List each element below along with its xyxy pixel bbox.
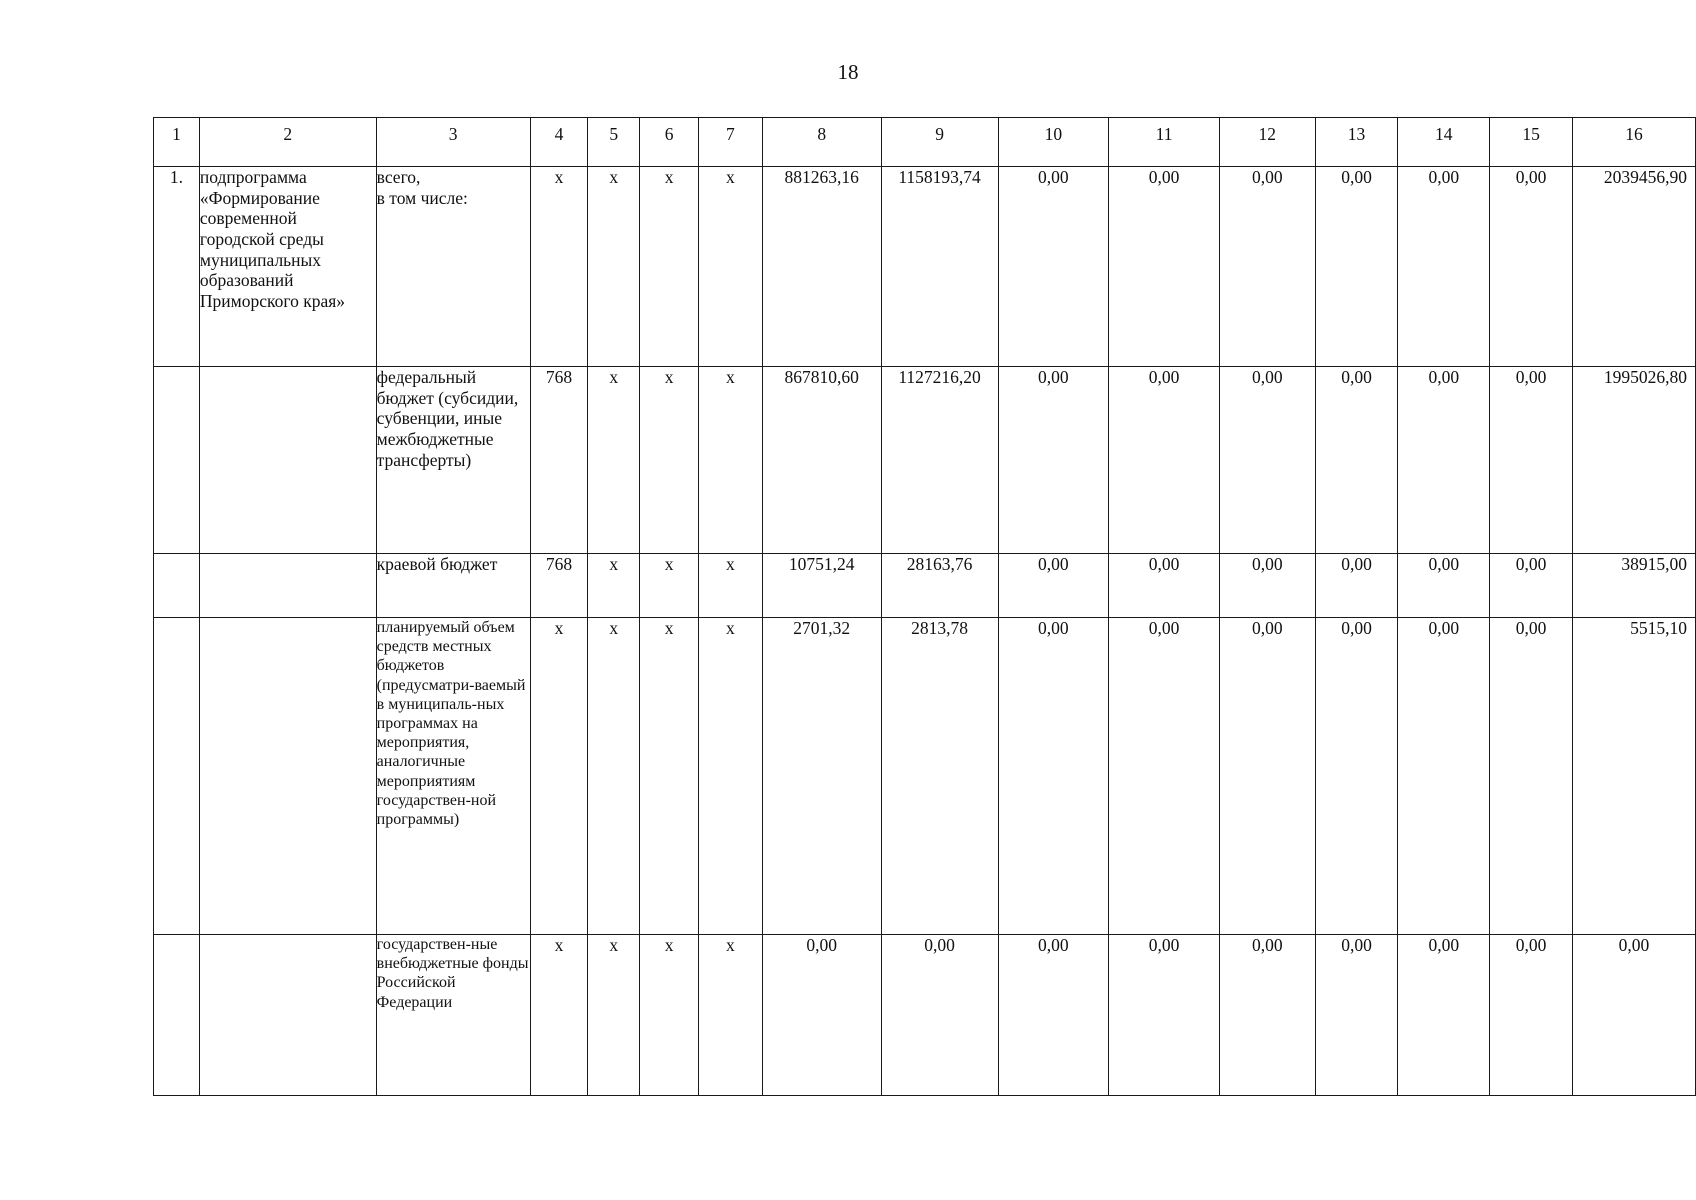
table-cell-total: 2039456,90: [1572, 167, 1695, 367]
table-cell: 0,00: [1398, 618, 1490, 935]
table-cell: х: [640, 367, 699, 554]
subprogram-name: подпрограмма «Формирование современной городской среды муниципальных образований Приморского края»: [199, 167, 376, 367]
table-cell: 28163,76: [881, 554, 998, 618]
table-cell-total: 38915,00: [1572, 554, 1695, 618]
table-cell: 0,00: [1109, 935, 1220, 1096]
subprogram-name: [199, 935, 376, 1096]
table-cell: 881263,16: [762, 167, 881, 367]
table-cell: 0,00: [998, 167, 1109, 367]
row-number: [154, 618, 200, 935]
budget-table: [153, 117, 1696, 1096]
table-cell: 0,00: [1490, 618, 1573, 935]
table-cell: х: [588, 618, 640, 935]
row-number: [154, 935, 200, 1096]
column-header: 4: [530, 118, 588, 167]
table-cell-total: 0,00: [1572, 935, 1695, 1096]
subprogram-name: [199, 618, 376, 935]
column-header: 9: [881, 118, 998, 167]
table-cell: 0,00: [1219, 554, 1315, 618]
funding-source: федеральный бюджет (субсидии, субвенции, иные межбюджетные трансферты): [376, 367, 530, 554]
table-cell: х: [699, 935, 763, 1096]
subprogram-name: [199, 367, 376, 554]
column-header: 1: [154, 118, 200, 167]
table-cell: 1127216,20: [881, 367, 998, 554]
table-cell: 0,00: [1398, 167, 1490, 367]
table-cell: 0,00: [1398, 367, 1490, 554]
table-cell: 0,00: [1490, 554, 1573, 618]
table-cell: 0,00: [1109, 618, 1220, 935]
table-cell: 10751,24: [762, 554, 881, 618]
table-cell: х: [699, 554, 763, 618]
column-header: 6: [640, 118, 699, 167]
column-header: 15: [1490, 118, 1573, 167]
table-cell: х: [640, 618, 699, 935]
table-cell: х: [699, 167, 763, 367]
table-cell: 0,00: [1490, 935, 1573, 1096]
column-header: 16: [1572, 118, 1695, 167]
table-cell: х: [640, 167, 699, 367]
table-cell: х: [640, 935, 699, 1096]
table-cell: х: [588, 554, 640, 618]
table-cell: 2701,32: [762, 618, 881, 935]
table-cell: 0,00: [998, 367, 1109, 554]
row-number: [154, 367, 200, 554]
table-cell: 0,00: [1398, 554, 1490, 618]
column-header: 14: [1398, 118, 1490, 167]
table-cell: 0,00: [881, 935, 998, 1096]
table-cell: х: [530, 167, 588, 367]
table-row-regional: [154, 554, 1696, 618]
table-cell: 0,00: [1109, 167, 1220, 367]
row-number: 1.: [154, 167, 200, 367]
table-cell: 0,00: [1219, 367, 1315, 554]
table-cell: 0,00: [998, 554, 1109, 618]
funding-source: краевой бюджет: [376, 554, 530, 618]
table-cell: 768: [530, 554, 588, 618]
table-cell: 0,00: [1490, 367, 1573, 554]
table-cell: 1158193,74: [881, 167, 998, 367]
column-header: 3: [376, 118, 530, 167]
table-cell: 0,00: [1219, 935, 1315, 1096]
table-cell: х: [699, 618, 763, 935]
column-header: 5: [588, 118, 640, 167]
table-cell-total: 5515,10: [1572, 618, 1695, 935]
table-cell: 0,00: [998, 618, 1109, 935]
column-header: 8: [762, 118, 881, 167]
funding-source: государствен-ные внебюджетные фонды Российской Федерации: [376, 935, 530, 1096]
table-cell-total: 1995026,80: [1572, 367, 1695, 554]
table-cell: 0,00: [1490, 167, 1573, 367]
table-cell: 867810,60: [762, 367, 881, 554]
table-cell: 2813,78: [881, 618, 998, 935]
table-cell: 0,00: [1398, 935, 1490, 1096]
table-cell: 0,00: [1315, 618, 1398, 935]
table-cell: х: [588, 935, 640, 1096]
table-cell: 768: [530, 367, 588, 554]
page-number: 18: [837, 60, 859, 84]
subprogram-name: [199, 554, 376, 618]
table-row-extrabudgetary: [154, 935, 1696, 1096]
header-row: [154, 118, 1696, 167]
table-cell: х: [530, 618, 588, 935]
row-number: [154, 554, 200, 618]
column-header: 7: [699, 118, 763, 167]
table-cell: 0,00: [1219, 618, 1315, 935]
table-cell: х: [530, 935, 588, 1096]
table-cell: 0,00: [1315, 554, 1398, 618]
table-cell: 0,00: [1109, 554, 1220, 618]
table-cell: 0,00: [1219, 167, 1315, 367]
table-cell: 0,00: [1315, 167, 1398, 367]
table-cell: 0,00: [1315, 935, 1398, 1096]
table-cell: 0,00: [1315, 367, 1398, 554]
table-row-local: [154, 618, 1696, 935]
table-cell: х: [640, 554, 699, 618]
table-cell: х: [699, 367, 763, 554]
table-row-federal: [154, 367, 1696, 554]
funding-source: всего, в том числе:: [376, 167, 530, 367]
table-cell: 0,00: [762, 935, 881, 1096]
table-cell: 0,00: [1109, 367, 1220, 554]
table-cell: 0,00: [998, 935, 1109, 1096]
table-cell: х: [588, 367, 640, 554]
column-header: 11: [1109, 118, 1220, 167]
column-header: 2: [199, 118, 376, 167]
funding-source: планируемый объем средств местных бюджетов (предусматри-ваемый в муниципаль-ных программах на мероприятия, аналогичные мероприятиям государствен-ной программы): [376, 618, 530, 935]
table-row-total: [154, 167, 1696, 367]
column-header: 10: [998, 118, 1109, 167]
table-cell: х: [588, 167, 640, 367]
column-header: 12: [1219, 118, 1315, 167]
column-header: 13: [1315, 118, 1398, 167]
